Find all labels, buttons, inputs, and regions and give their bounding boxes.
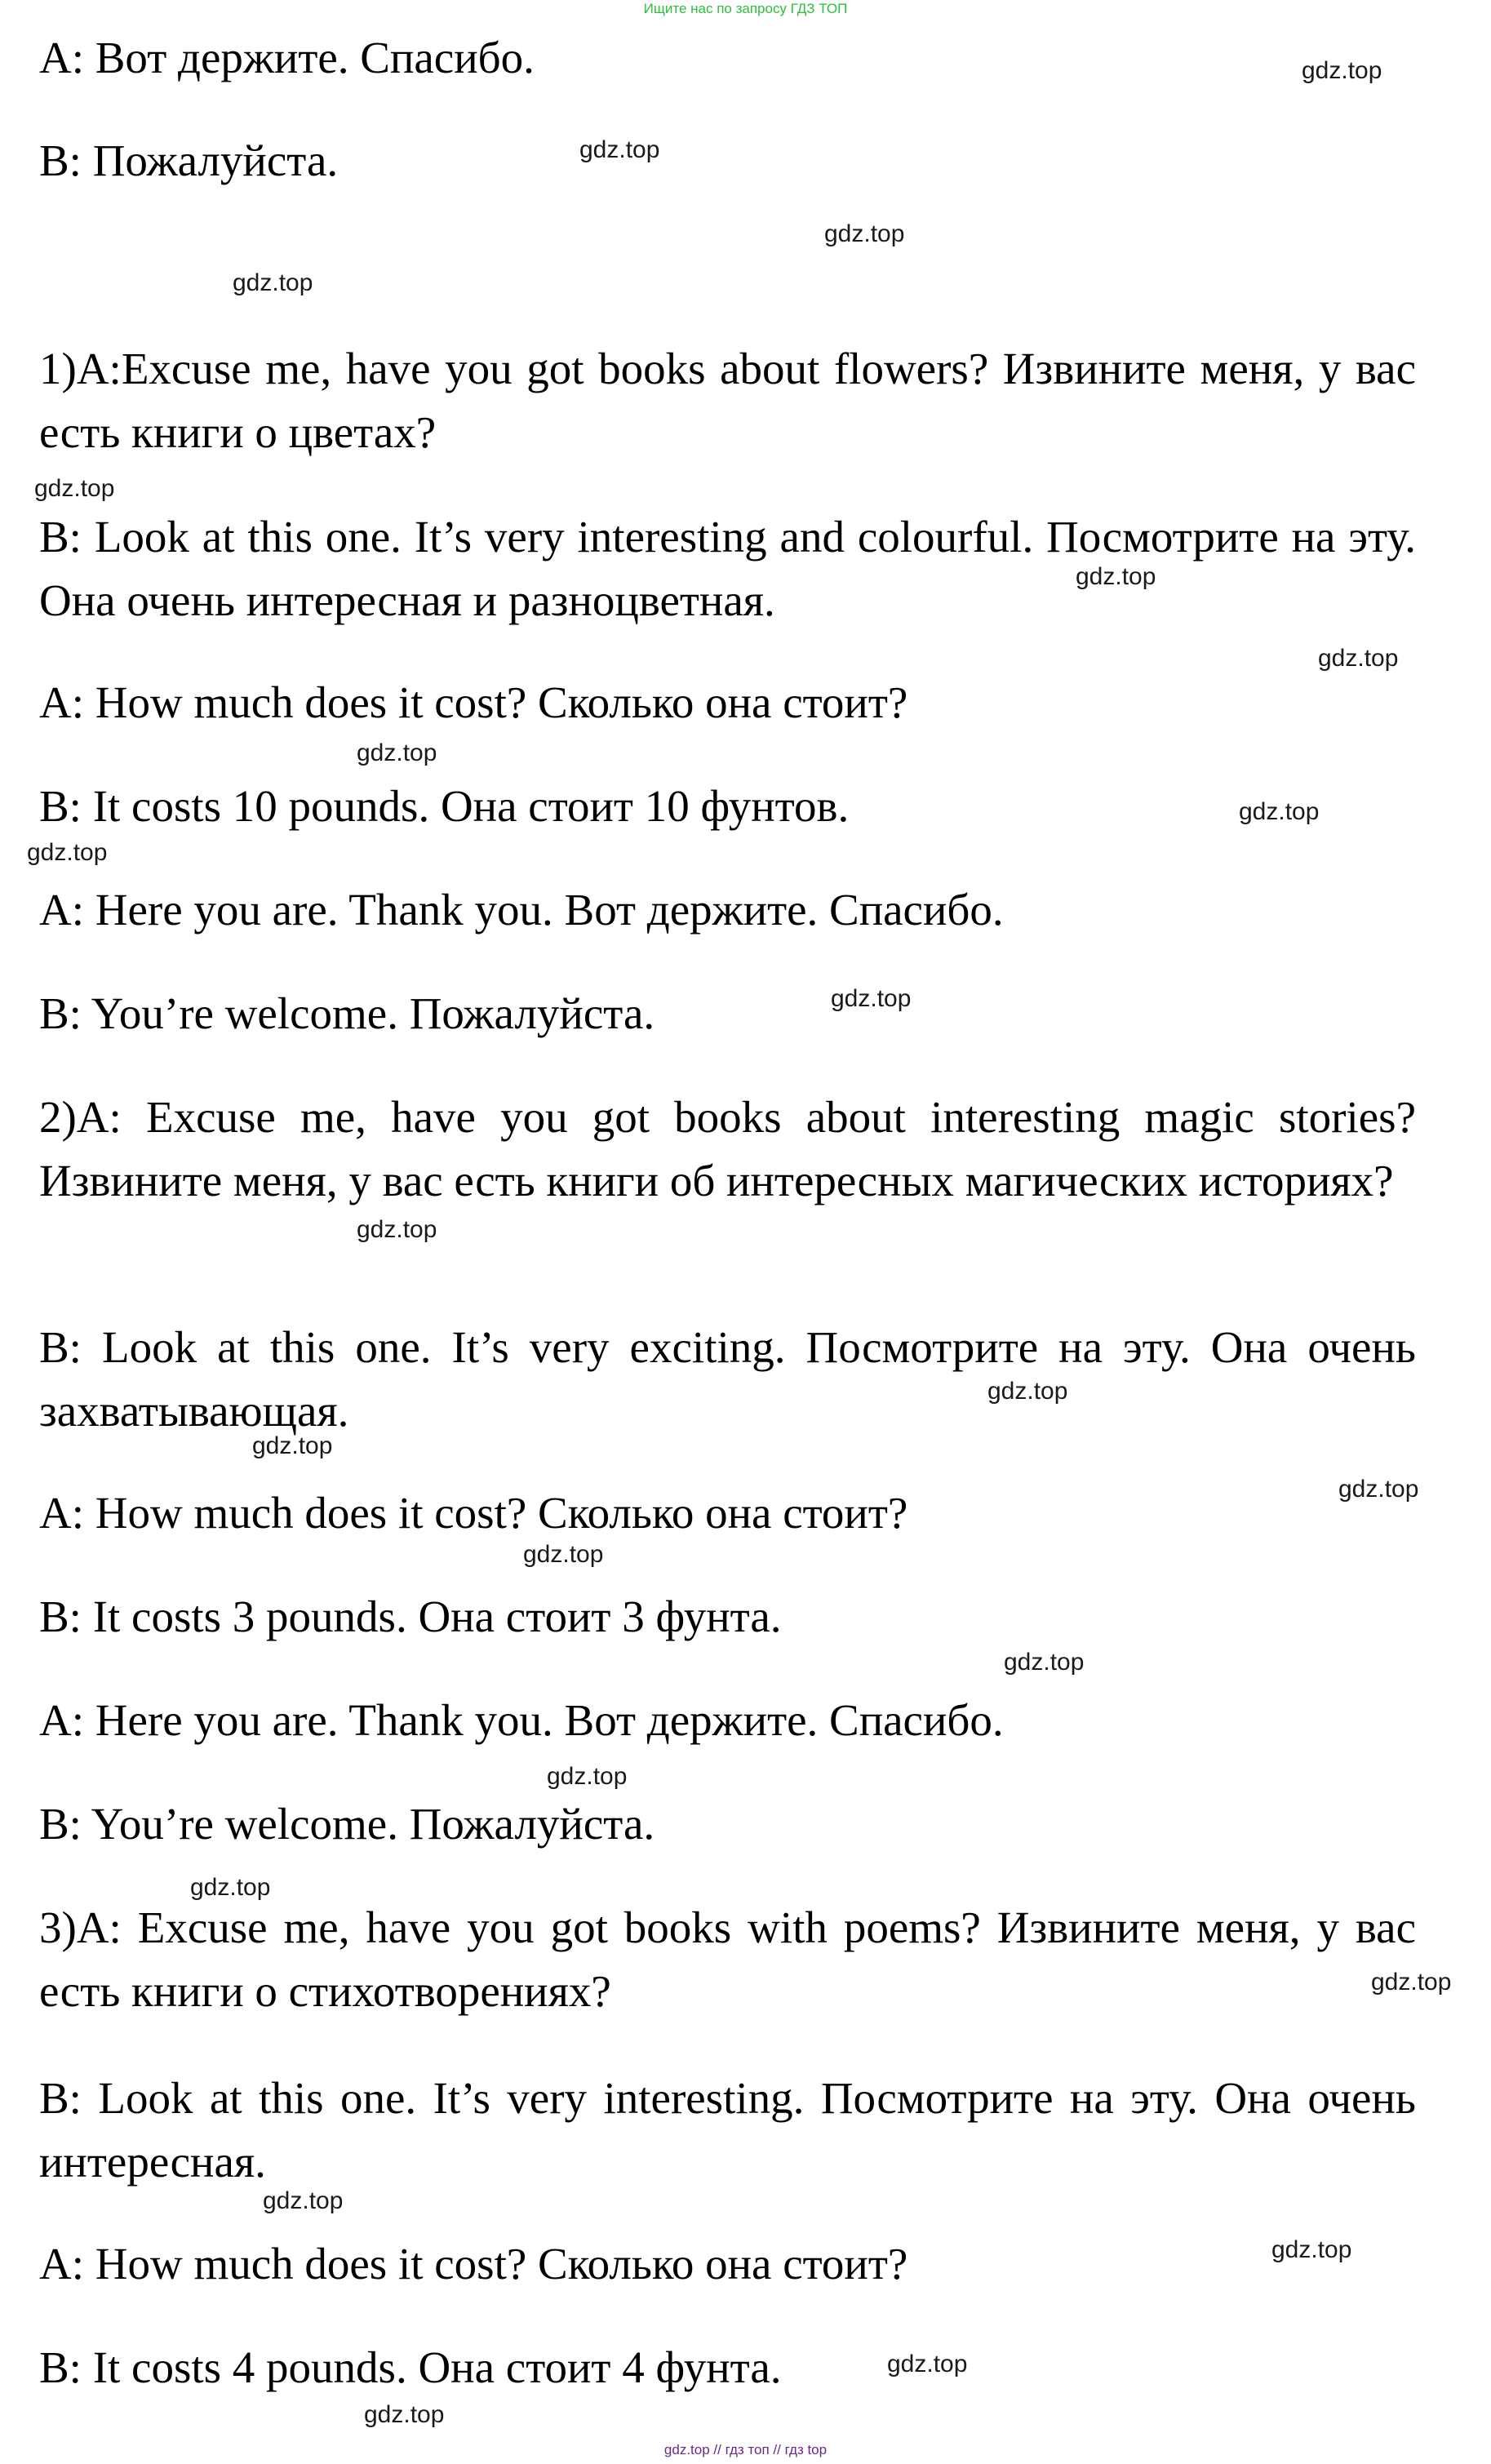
watermark: gdz.top xyxy=(190,1874,271,1901)
dialogue-line: B: Пожалуйста. xyxy=(39,135,339,185)
dialogue-line: B: Look at this one. It’s very interesting and colourful. Посмотрите на эту. Она очень интересная и разноцветная. xyxy=(39,512,1416,625)
watermark: gdz.top xyxy=(523,1541,604,1568)
watermark: gdz.top xyxy=(364,2401,445,2428)
dialogue-line: B: You’re welcome. Пожалуйста. xyxy=(39,988,655,1038)
dialogue-line: 3)A: Excuse me, have you got books with poems? Извините меня, у вас есть книги о стихотворениях? xyxy=(39,1902,1416,2016)
watermark: gdz.top xyxy=(1302,57,1382,84)
dialogue-line: B: Look at this one. It’s very exciting. Посмотрите на эту. Она очень захватывающая. xyxy=(39,1322,1416,1436)
dialogue-line: B: You’re welcome. Пожалуйста. xyxy=(39,1799,655,1849)
watermark: gdz.top xyxy=(252,1432,333,1459)
watermark: gdz.top xyxy=(824,220,905,247)
dialogue-line: A: How much does it cost? Сколько она стоит? xyxy=(39,677,908,727)
watermark: gdz.top xyxy=(831,985,912,1012)
watermark: gdz.top xyxy=(547,1763,628,1790)
watermark: gdz.top xyxy=(357,1216,437,1243)
dialogue-line: B: It costs 10 pounds. Она стоит 10 фунтов. xyxy=(39,781,850,831)
watermark: gdz.top xyxy=(263,2187,344,2214)
watermark: gdz.top xyxy=(1318,645,1399,672)
watermark: gdz.top xyxy=(1371,1969,1452,1996)
watermark: gdz.top xyxy=(1338,1476,1419,1503)
dialogue-line: 1)A:Excuse me, have you got books about flowers? Извините меня, у вас есть книги о цветах? xyxy=(39,344,1416,457)
dialogue-line: 2)A: Excuse me, have you got books about interesting magic stories? Извините меня, у вас есть книги об интересных магических историях? xyxy=(39,1092,1416,1205)
watermark: gdz.top xyxy=(579,136,660,163)
watermark: gdz.top xyxy=(1271,2236,1352,2263)
dialogue-line: A: Here you are. Thank you. Вот держите. Спасибо. xyxy=(39,885,1004,935)
watermark: gdz.top xyxy=(233,269,313,296)
bottom-footer: gdz.top // гдз топ // гдз top xyxy=(663,2442,828,2457)
top-banner: Ищите нас по запросу ГДЗ ТОП xyxy=(643,1,848,16)
dialogue-line: B: It costs 4 pounds. Она стоит 4 фунта. xyxy=(39,2342,782,2392)
dialogue-line: A: How much does it cost? Сколько она стоит? xyxy=(39,1488,908,1538)
dialogue-line: A: How much does it cost? Сколько она стоит? xyxy=(39,2239,908,2289)
dialogue-line: B: Look at this one. It’s very interesting. Посмотрите на эту. Она очень интересная. xyxy=(39,2073,1416,2187)
dialogue-line: A: Here you are. Thank you. Вот держите. Спасибо. xyxy=(39,1695,1004,1745)
dialogue-line: A: Вот держите. Спасибо. xyxy=(39,33,535,82)
watermark: gdz.top xyxy=(987,1378,1068,1405)
watermark: gdz.top xyxy=(27,839,108,866)
watermark: gdz.top xyxy=(1239,798,1320,825)
watermark: gdz.top xyxy=(357,739,437,766)
watermark: gdz.top xyxy=(887,2351,968,2377)
dialogue-line: B: It costs 3 pounds. Она стоит 3 фунта. xyxy=(39,1592,782,1641)
watermark: gdz.top xyxy=(34,475,115,502)
watermark: gdz.top xyxy=(1004,1649,1085,1676)
watermark: gdz.top xyxy=(1076,563,1156,590)
